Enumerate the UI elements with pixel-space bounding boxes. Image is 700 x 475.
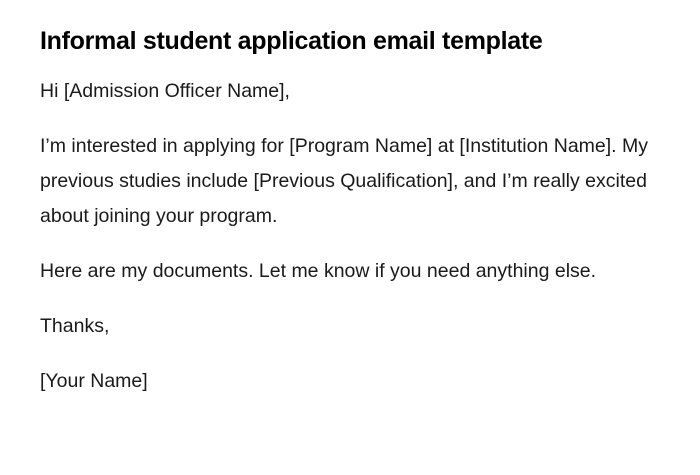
- greeting: Hi [Admission Officer Name],: [40, 80, 290, 102]
- template-title: Informal student application email template: [40, 27, 543, 55]
- closing: Thanks,: [40, 315, 110, 337]
- signature: [Your Name]: [40, 370, 148, 392]
- email-template: [40, 24, 660, 419]
- body-paragraph-interest: I’m interested in applying for [Program Name] at [Institution Name]. My previous studies include [Previous Qualification], and I’m really excited about joining your program.: [40, 135, 648, 227]
- body-paragraph-documents: Here are my documents. Let me know if you need anything else.: [40, 260, 597, 282]
